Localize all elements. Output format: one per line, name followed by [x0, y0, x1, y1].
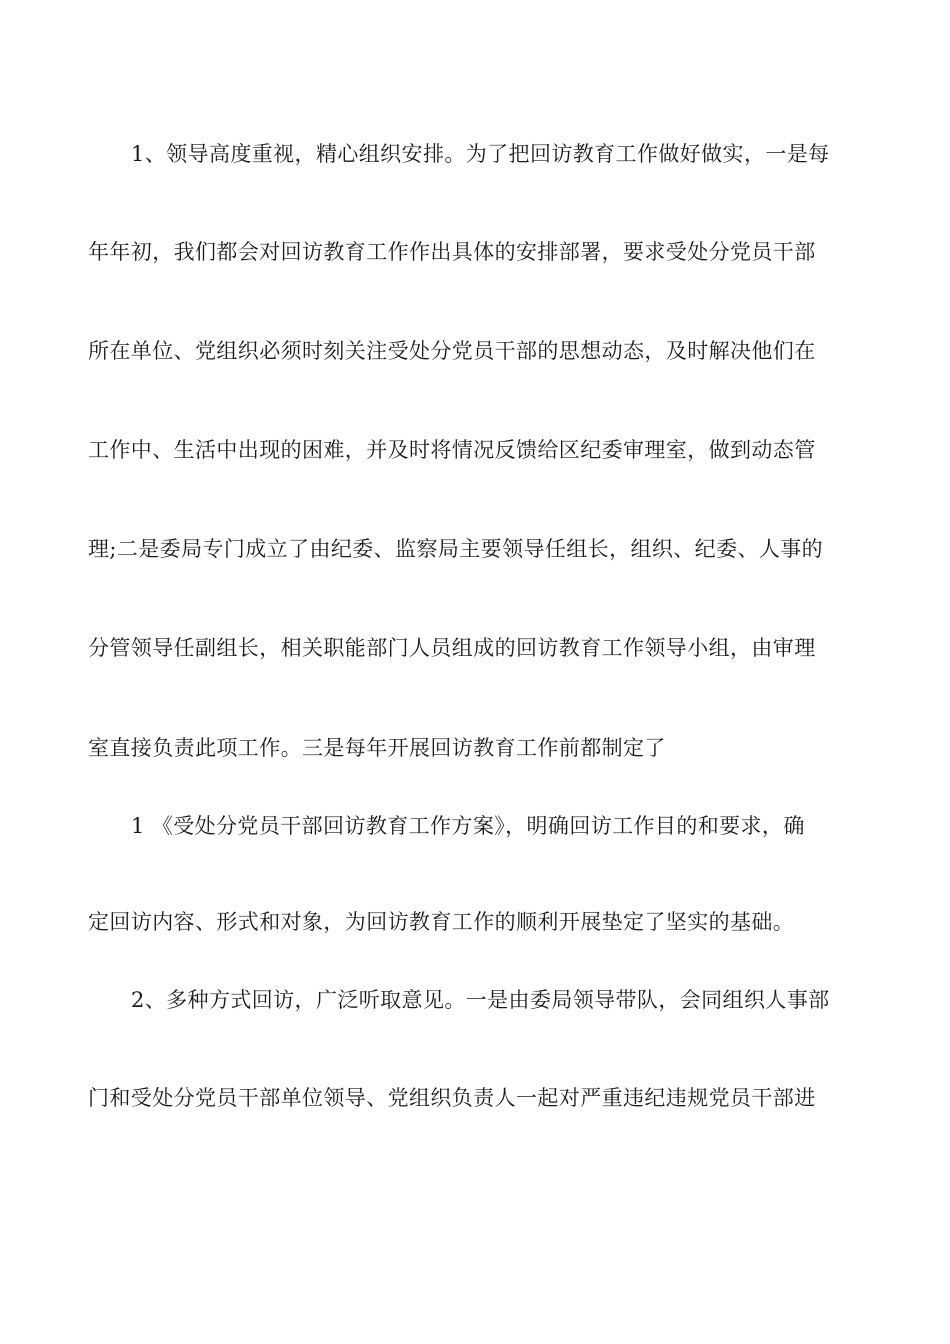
paragraph-1-line-3: 所在单位、党组织必须时刻关注受处分党员干部的思想动态，及时解决他们在	[88, 339, 816, 363]
paragraph-1-line-2: 年年初，我们都会对回访教育工作作出具体的安排部署，要求受处分党员干部	[88, 240, 816, 264]
paragraph-1-line-7: 室直接负责此项工作。三是每年开展回访教育工作前都制定了	[88, 736, 666, 760]
paragraph-1-line-6: 分管领导任副组长，相关职能部门人员组成的回访教育工作领导小组，由审理	[88, 636, 816, 660]
paragraph-2-line-2: 定回访内容、形式和对象，为回访教育工作的顺利开展垫定了坚实的基础。	[88, 910, 795, 934]
paragraph-2-line-1: 1 《受处分党员干部回访教育工作方案》，明确回访工作目的和要求，确	[131, 814, 805, 838]
paragraph-3-line-1: 2、多种方式回访，广泛听取意见。一是由委局领导带队，会同组织人事部	[131, 988, 830, 1012]
paragraph-1-line-1: 1、领导高度重视，精心组织安排。为了把回访教育工作做好做实，一是每	[131, 142, 830, 166]
paragraph-3-line-2: 门和受处分党员干部单位领导、党组织负责人一起对严重违纪违规党员干部进	[88, 1086, 816, 1110]
paragraph-1-line-4: 工作中、生活中出现的困难，并及时将情况反馈给区纪委审理室，做到动态管	[88, 438, 816, 462]
paragraph-1-line-5: 理;二是委局专门成立了由纪委、监察局主要领导任组长，组织、纪委、人事的	[88, 537, 824, 561]
